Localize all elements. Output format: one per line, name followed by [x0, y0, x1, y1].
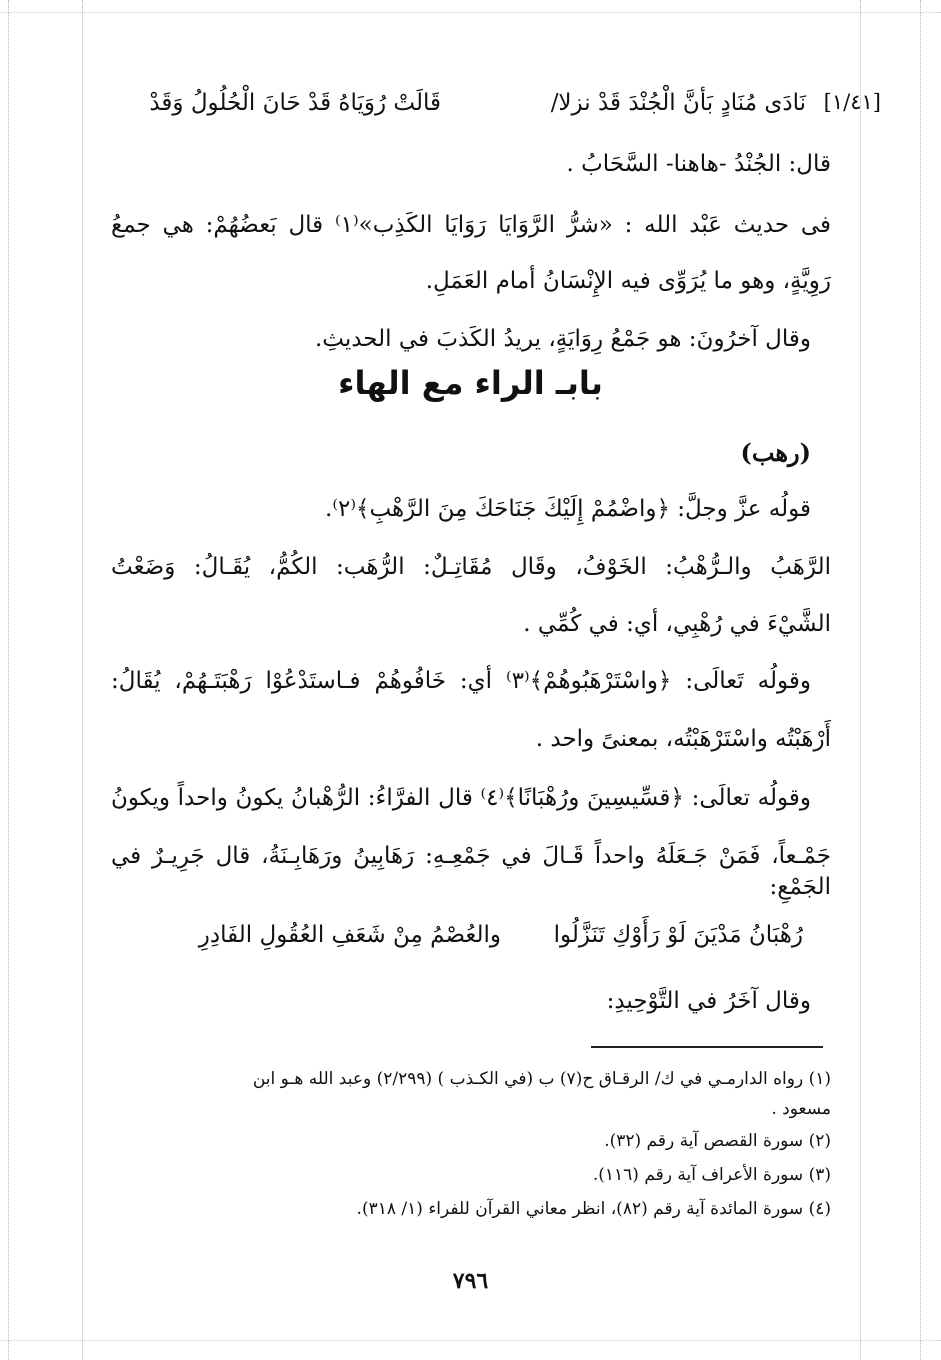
text-line: وقولُه تعالَى: ﴿قسِّيسِينَ ورُهْبَانًا﴾⁽٤⁾ قال الفرَّاءُ: الرُّهْبانُ يكونُ واحداً ويكونُ	[111, 785, 811, 811]
text-line: وقال آخرُونَ: هو جَمْعُ رِوَايَةٍ، يريدُ الكَذبَ في الحديثِ.	[314, 326, 811, 352]
footnote: (٣) سورة الأعراف آية رقم (١١٦).	[592, 1165, 831, 1185]
verse-marker: [١/٤١]	[823, 90, 881, 114]
text-line: قولُه عزَّ وجلَّ: ﴿واضْمُمْ إِلَيْكَ جَنَاحَكَ مِنَ الرَّهْبِ﴾⁽٢⁾.	[325, 496, 811, 522]
text-line: رَوِيَّةٍ، وهو ما يُرَوِّى فيه الإِنْسَانُ أمام العَمَلِ.	[425, 268, 831, 294]
text-line: الشَّيْءَ في رُهْبِي، أي: في كُمِّي .	[523, 611, 831, 637]
text-line: أَرْهَبْتُه واسْتَرْهَبْتُه، بمعنىً واحد .	[535, 726, 831, 752]
right-margin-guide	[860, 0, 861, 1360]
footnote: (١) رواه الدارمـي في ك/ الرقـاق ح(٧) ب (في الكـذب ) (٢/٢٩٩) وعبد الله هـو ابن	[252, 1069, 831, 1089]
footnote: (٤) سورة المائدة آية رقم (٨٢)، انظر معاني القرآن للفراء (١/ ٣١٨).	[356, 1199, 831, 1219]
text-line: جَمْـعاً، فَمَنْ جَـعَلَهُ واحداً قَـالَ في جَمْعِـهِ: رَهَابِينُ ورَهَابِـنَةُ، قال جَرِيـرٌ في	[111, 843, 831, 869]
right-scan-border	[920, 0, 921, 1360]
verse-hemistich-1: رُهْبَانُ مَدْيَنَ لَوْ رَأَوْكِ تَنَزَّلُوا	[553, 922, 803, 948]
verse-hemistich-2: نَادَى مُنَادٍ بَأنَّ الْجُنْدَ قَدْ نزلا/	[550, 90, 806, 116]
text-line: الرَّهَبُ والـرُّهْبُ: الخَوْفُ، وقَال مُقَاتِـلٌ: الرُّهَب: الكُمُّ، يُقَـالُ: وَضَعْتُ	[111, 554, 831, 580]
page-number: ٧٩٦	[452, 1268, 489, 1294]
left-margin-guide	[82, 0, 83, 1360]
text-line: الجَمْعِ:	[769, 874, 831, 900]
text-line: فى حديث عَبْد الله : «شرُّ الرَّوَايَا رَوَايَا الكَذِب»⁽١⁾ قال بَعضُهُمْ: هي جمعُ	[111, 212, 831, 238]
verse-hemistich-1: قَالَتْ رُوَيَاهُ قَدْ حَانَ الْحُلُولُ وَقَدْ	[149, 90, 441, 116]
footnote: مسعود .	[771, 1099, 831, 1119]
footnote-separator	[591, 1046, 823, 1048]
section-body	[111, 0, 831, 1360]
left-scan-border	[8, 0, 9, 1360]
text-line: وقال آخَرُ في التَّوْحِيدِ:	[606, 988, 811, 1014]
root-label: (رهب)	[740, 438, 811, 467]
text-line: وقولُه تَعالَى: ﴿واسْتَرْهَبُوهُمْ﴾⁽٣⁾ أي: خَافُوهُمْ فـاستَدْعُوْا رَهْبَتَـهُمْ، يُقَالُ:	[111, 668, 811, 694]
footnote: (٢) سورة القصص آية رقم (٣٢).	[604, 1131, 831, 1151]
text-line: قال: الجُنْدُ -هاهنا- السَّحَابُ .	[566, 151, 831, 177]
verse-hemistich-2: والعُصْمُ مِنْ شَعَفِ العُقُولِ الفَادِرِ	[198, 922, 501, 948]
section-heading: بابـ الراء مع الهاء	[338, 364, 603, 402]
